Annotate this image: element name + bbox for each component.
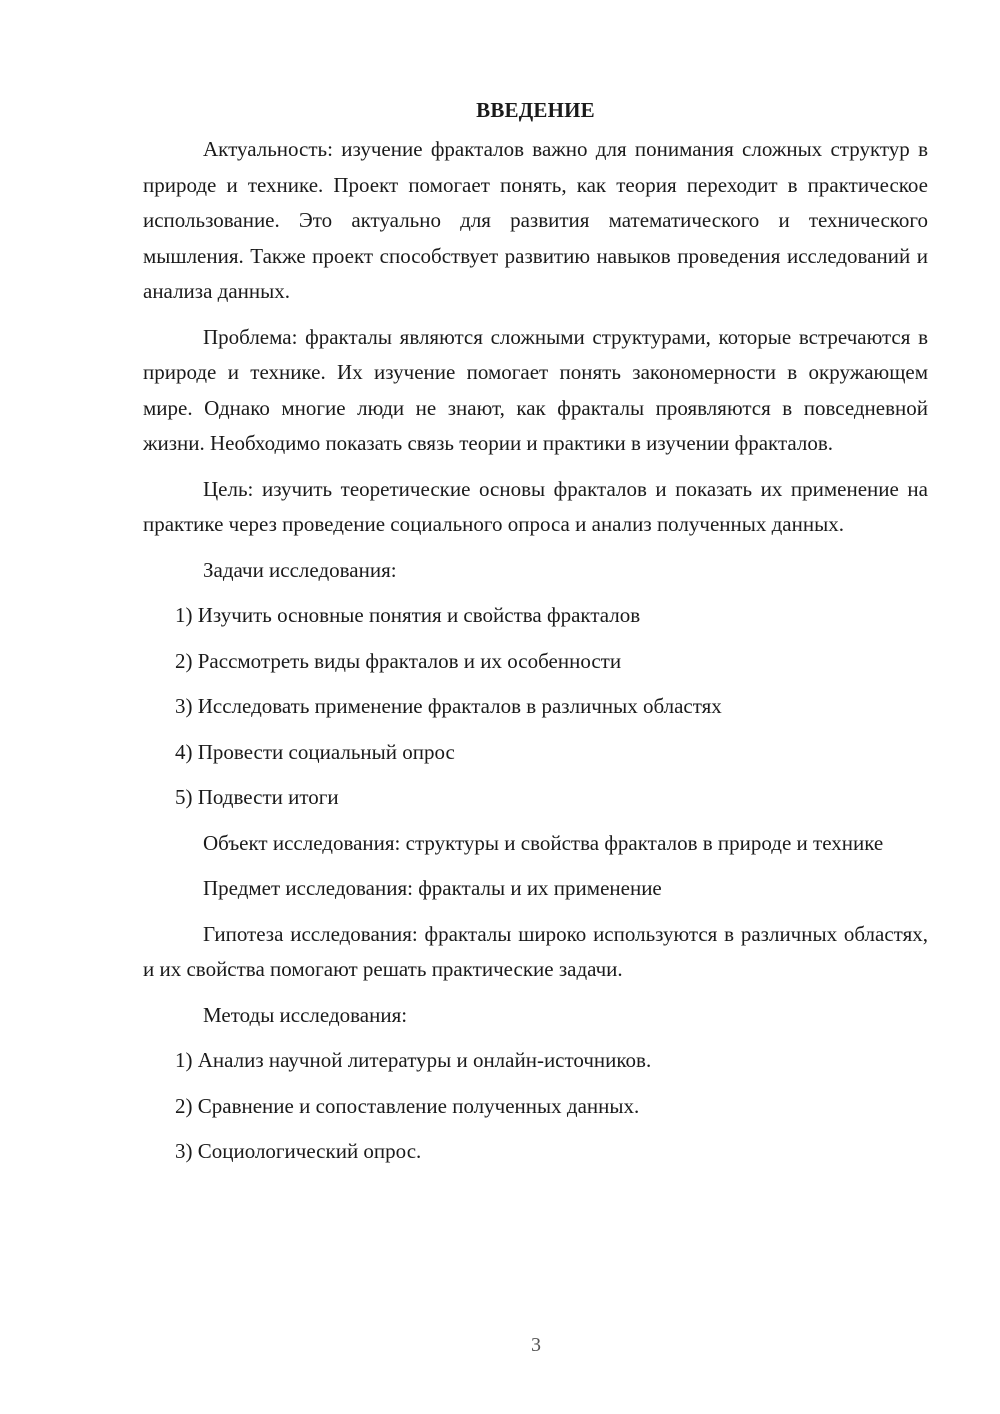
relevance-paragraph: Актуальность: изучение фракталов важно для понимания сложных структур в природе и технике. Проект помогает понять, как теория переходит в практическое использование. Это актуально для развития математического и технического мышления. Также проект способствует развитию навыков проведения исследований и анализа данных. (143, 137, 928, 303)
list-item: 2) Сравнение и сопоставление полученных данных. (175, 1093, 640, 1118)
list-item: 3) Социологический опрос. (175, 1139, 422, 1163)
list-item: 5) Подвести итоги (175, 785, 339, 809)
page-title: ВВЕДЕНИЕ (476, 98, 595, 122)
object-paragraph: Объект исследования: структуры и свойства фракталов в природе и технике (203, 830, 884, 855)
list-item: 2) Рассмотреть виды фракталов и их особенности (175, 648, 622, 673)
list-item: 1) Анализ научной литературы и онлайн-источников. (175, 1048, 652, 1072)
document-page (143, 92, 928, 1180)
tasks-heading: Задачи исследования: (203, 557, 397, 582)
goal-paragraph: Цель: изучить теоретические основы фракталов и показать их применение на практике через проведение социального опроса и анализ полученных данных. (143, 476, 928, 536)
page-number: 3 (531, 1334, 541, 1356)
methods-heading: Методы исследования: (203, 1002, 408, 1027)
list-item: 3) Исследовать применение фракталов в различных областях (175, 694, 722, 718)
problem-paragraph: Проблема: фракталы являются сложными структурами, которые встречаются в природе и технике. Их изучение помогает понять закономерности в окружающем мире. Однако многие люди не знают, как фракталы проявляются в повседневной жизни. Необходимо показать связь теории и практики в изучении фракталов. (143, 324, 928, 455)
subject-paragraph: Предмет исследования: фракталы и их применение (203, 876, 662, 900)
hypothesis-paragraph: Гипотеза исследования: фракталы широко используются в различных областях, и их свойства помогают решать практические задачи. (143, 921, 928, 981)
methods-list (143, 1043, 928, 1170)
list-item: 1) Изучить основные понятия и свойства фракталов (175, 603, 641, 627)
list-item: 4) Провести социальный опрос (175, 739, 455, 764)
tasks-list (143, 598, 928, 816)
